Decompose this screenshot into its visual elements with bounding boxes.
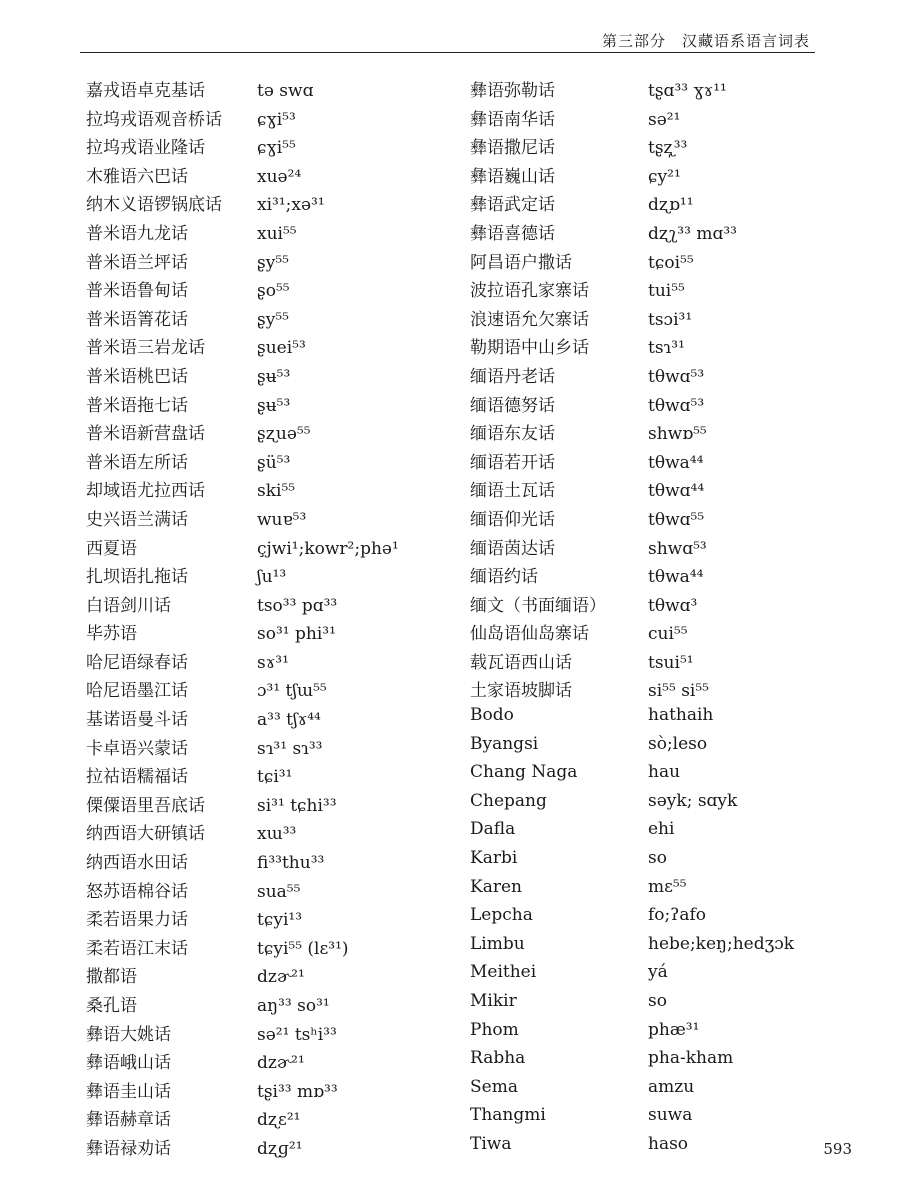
language-name: 嘉戎语卓克基话: [86, 81, 205, 101]
entry-row: [470, 791, 830, 820]
entry-row: [470, 1105, 830, 1134]
word-form: tsɿ³¹: [648, 338, 685, 359]
word-form: tθwɑ⁵³: [648, 366, 705, 387]
entry-row: [470, 562, 830, 591]
entry-row: [62, 591, 462, 620]
word-form: si⁵⁵ si⁵⁵: [648, 681, 709, 702]
entry-row: [62, 791, 462, 820]
language-name: Karen: [470, 876, 522, 897]
language-name: Chang Naga: [470, 762, 578, 783]
entry-row: [62, 676, 462, 705]
language-name: Thangmi: [470, 1105, 546, 1126]
word-form: a³³ tʃɤ⁴⁴: [257, 710, 321, 731]
word-form: so³¹ phi³¹: [257, 624, 336, 645]
word-form: mɛ⁵⁵: [648, 876, 687, 897]
language-name: 怒苏语棉谷话: [86, 881, 188, 902]
language-name: 柔若语江末话: [86, 938, 188, 959]
word-form: pha-kham: [648, 1048, 734, 1069]
entry-row: [470, 705, 830, 734]
word-form: tθwɑ⁵³: [648, 395, 705, 416]
language-name: 彝语禄劝话: [86, 1138, 171, 1159]
word-form: tɕyi¹³: [257, 910, 303, 931]
language-name: 缅语东友话: [470, 424, 555, 445]
language-name: 普米语桃巴话: [86, 366, 188, 387]
word-form: ɔ³¹ tʃɯ⁵⁵: [257, 681, 327, 702]
word-form: wuɐ⁵³: [257, 509, 307, 530]
language-name: 纳木义语锣锅底话: [86, 195, 222, 216]
entry-row: [62, 991, 462, 1020]
entry-row: [62, 705, 462, 734]
word-form: ʂʉ⁵³: [257, 395, 291, 416]
entry-row: [470, 276, 830, 305]
entry-row: [470, 877, 830, 906]
language-name: Phom: [470, 1019, 519, 1040]
language-name: 缅文（书面缅语）: [470, 595, 606, 616]
entry-row: [470, 105, 830, 134]
language-name: 撒都语: [86, 967, 137, 988]
language-name: 彝语武定话: [470, 195, 555, 216]
language-name: Tiwa: [470, 1133, 512, 1154]
word-form: suwa: [648, 1105, 693, 1126]
entry-row: [470, 305, 830, 334]
word-form: haso: [648, 1133, 689, 1154]
word-form: dzɚ²¹: [257, 1053, 305, 1074]
entry-row: [470, 934, 830, 963]
language-name: 纳西语水田话: [86, 853, 188, 874]
word-form: ʂy⁵⁵: [257, 309, 289, 330]
entry-row: [62, 219, 462, 248]
header-rule: [80, 52, 815, 53]
entry-row: [62, 505, 462, 534]
word-form: dzɚ²¹: [257, 967, 305, 988]
entry-row: [470, 391, 830, 420]
language-name: 普米语九龙话: [86, 223, 188, 244]
word-form: tsui⁵¹: [648, 652, 694, 673]
language-name: 缅语土瓦话: [470, 481, 555, 502]
word-form: ʂü⁵³: [257, 452, 291, 473]
word-form: sɿ³¹ sɿ³³: [257, 738, 323, 759]
entry-row: [470, 362, 830, 391]
entry-row: [470, 248, 830, 277]
entry-row: [62, 819, 462, 848]
word-form: tʂɑ³³ ɣɤ¹¹: [648, 81, 727, 101]
language-name: 桑孔语: [86, 996, 137, 1016]
language-name: 纳西语大研镇话: [86, 824, 205, 845]
language-name: 阿昌语户撒话: [470, 252, 572, 273]
language-name: 拉坞戎语业隆话: [86, 138, 205, 159]
entry-row: [62, 734, 462, 763]
entry-row: [470, 676, 830, 705]
entry-row: [470, 190, 830, 219]
entry-row: [62, 648, 462, 677]
word-form: tɕyi⁵⁵ (lɛ³¹): [257, 938, 349, 959]
word-form: dʐɒ¹¹: [648, 195, 694, 216]
entry-row: [470, 219, 830, 248]
language-name: 缅语仰光话: [470, 509, 555, 530]
language-name: 缅语若开话: [470, 452, 555, 473]
language-name: 土家语坡脚话: [470, 681, 572, 702]
language-name: 彝语撒尼话: [470, 138, 555, 159]
language-name: 白语剑川话: [86, 595, 171, 616]
entry-row: [62, 1134, 462, 1163]
entry-row: [62, 534, 462, 563]
entry-row: [470, 448, 830, 477]
word-form: phæ³¹: [648, 1019, 700, 1040]
running-header: 第三部分 汉藏语系语言词表: [601, 32, 810, 50]
word-form: fo;ʔafo: [648, 905, 707, 926]
language-name: Karbi: [470, 848, 518, 869]
entry-row: [62, 362, 462, 391]
entry-row: [470, 905, 830, 934]
entry-row: [62, 905, 462, 934]
word-form: ehi: [648, 819, 675, 840]
language-name: 拉坞戎语观音桥话: [86, 109, 222, 130]
language-name: 哈尼语墨江话: [86, 681, 188, 702]
entry-row: [470, 591, 830, 620]
language-name: 西夏语: [86, 538, 137, 559]
language-name: 普米语左所话: [86, 452, 188, 473]
word-form: yá: [648, 962, 668, 983]
language-name: Dafla: [470, 819, 516, 840]
entry-row: [470, 534, 830, 563]
word-form: ʂʉ⁵³: [257, 366, 291, 387]
language-name: 普米语拖七话: [86, 395, 188, 416]
entry-row: [470, 619, 830, 648]
language-name: 彝语峨山话: [86, 1053, 171, 1074]
word-form: dʐɛ²¹: [257, 1110, 301, 1131]
word-form: tθwɑ³: [648, 595, 698, 616]
entry-row: [62, 1020, 462, 1049]
entry-row: [470, 419, 830, 448]
word-form: ɕɣi⁵³: [257, 109, 296, 130]
word-form: çjwi¹;kowr²;phə¹: [257, 538, 399, 559]
entry-row: [470, 76, 830, 105]
entry-row: [470, 819, 830, 848]
entry-row: [470, 962, 830, 991]
word-form: tɕi³¹: [257, 767, 293, 788]
word-form: shwɒ⁵⁵: [648, 424, 707, 445]
word-form: aŋ³³ so³¹: [257, 996, 330, 1016]
language-name: 彝语圭山话: [86, 1081, 171, 1102]
word-form: ʂuei⁵³: [257, 338, 306, 359]
language-name: 基诺语曼斗话: [86, 710, 188, 731]
language-name: 普米语鲁甸话: [86, 281, 188, 302]
entry-row: [470, 505, 830, 534]
word-form: ʃu¹³: [257, 567, 287, 588]
language-name: 缅语约话: [470, 567, 538, 588]
entry-row: [62, 1105, 462, 1134]
language-name: 浪速语允欠寨话: [470, 309, 589, 330]
page-number: 593: [823, 1140, 852, 1158]
language-name: 仙岛语仙岛寨话: [470, 624, 589, 645]
word-form: xui⁵⁵: [257, 223, 297, 244]
language-name: 缅语德努话: [470, 395, 555, 416]
word-form: shwɑ⁵³: [648, 538, 707, 559]
language-name: 普米语箐花话: [86, 309, 188, 330]
entry-row: [62, 305, 462, 334]
entry-row: [62, 105, 462, 134]
entry-row: [470, 476, 830, 505]
language-name: 载瓦语西山话: [470, 652, 572, 673]
entry-row: [62, 133, 462, 162]
language-name: 彝语喜德话: [470, 223, 555, 244]
word-form: sua⁵⁵: [257, 881, 301, 902]
word-form: sò;leso: [648, 733, 708, 754]
word-form: tʂʐ̩³³: [648, 138, 688, 159]
language-name: 缅语茵达话: [470, 538, 555, 559]
word-form: tθwa⁴⁴: [648, 567, 704, 588]
language-name: Mikir: [470, 991, 517, 1011]
entry-row: [62, 1048, 462, 1077]
entry-row: [62, 190, 462, 219]
language-name: 普米语三岩龙话: [86, 338, 205, 359]
language-name: Limbu: [470, 933, 525, 954]
language-name: Meithei: [470, 962, 537, 983]
word-form: tθwɑ⁵⁵: [648, 509, 705, 530]
word-form: tθwɑ⁴⁴: [648, 481, 705, 502]
language-name: 史兴语兰满话: [86, 509, 188, 530]
language-name: 彝语大姚话: [86, 1024, 171, 1045]
entry-row: [470, 1020, 830, 1049]
language-name: 柔若语果力话: [86, 910, 188, 931]
word-form: tui⁵⁵: [648, 281, 685, 302]
word-form: hebe;keŋ;hedʒɔk: [648, 933, 795, 954]
word-form: hau: [648, 762, 681, 783]
entry-row: [62, 619, 462, 648]
entry-row: [62, 476, 462, 505]
word-form: ɕɣi⁵⁵: [257, 138, 296, 159]
language-name: 缅语丹老话: [470, 366, 555, 387]
word-form: so: [648, 848, 667, 869]
word-form: xi³¹;xə³¹: [257, 195, 325, 216]
word-form: sə²¹: [648, 109, 681, 130]
word-form: xuə²⁴: [257, 166, 302, 187]
word-form: ski⁵⁵: [257, 481, 296, 502]
language-name: 扎坝语扎拖话: [86, 567, 188, 588]
entry-row: [62, 162, 462, 191]
entry-row: [62, 391, 462, 420]
left-column: [62, 76, 462, 1163]
language-name: Bodo: [470, 705, 514, 726]
word-form: tso³³ pɑ³³: [257, 595, 338, 616]
word-form: dʐʅ³³ mɑ³³: [648, 223, 737, 244]
right-column: [470, 76, 830, 1163]
entry-row: [470, 333, 830, 362]
language-name: Chepang: [470, 790, 547, 811]
language-name: 却域语尤拉西话: [86, 481, 205, 502]
word-form: cui⁵⁵: [648, 624, 688, 645]
word-form: fi³³thu³³: [257, 853, 325, 874]
word-form: səyk; sɑyk: [648, 790, 738, 811]
entry-row: [470, 991, 830, 1020]
language-name: 彝语南华话: [470, 109, 555, 130]
language-name: 彝语赫章话: [86, 1110, 171, 1131]
word-form: tθwa⁴⁴: [648, 452, 704, 473]
entry-row: [470, 1134, 830, 1163]
entry-row: [62, 419, 462, 448]
entry-row: [470, 648, 830, 677]
language-name: 木雅语六巴话: [86, 166, 188, 187]
entry-row: [470, 734, 830, 763]
entry-row: [62, 848, 462, 877]
word-form: amzu: [648, 1076, 695, 1097]
language-name: 勒期语中山乡话: [470, 338, 589, 359]
word-form: hathaih: [648, 705, 714, 726]
entry-row: [62, 248, 462, 277]
language-name: 毕苏语: [86, 624, 137, 645]
entry-row: [62, 76, 462, 105]
entry-row: [62, 276, 462, 305]
language-name: Byangsi: [470, 733, 539, 754]
word-form: tə swɑ: [257, 81, 314, 101]
entry-row: [470, 162, 830, 191]
language-name: Rabha: [470, 1048, 526, 1069]
word-form: dʐɡ²¹: [257, 1138, 303, 1159]
entry-row: [470, 762, 830, 791]
word-form: tʂi³³ mɒ³³: [257, 1081, 338, 1102]
entry-row: [62, 962, 462, 991]
word-form: ʂʐuə⁵⁵: [257, 424, 311, 445]
word-form: tsɔi³¹: [648, 309, 693, 330]
word-form: sɤ³¹: [257, 652, 289, 673]
language-name: 卡卓语兴蒙话: [86, 738, 188, 759]
language-name: 哈尼语绿春话: [86, 652, 188, 673]
language-name: 普米语新营盘话: [86, 424, 205, 445]
entry-row: [470, 133, 830, 162]
entry-row: [62, 448, 462, 477]
entry-row: [470, 848, 830, 877]
language-name: 傈僳语里吾底话: [86, 795, 205, 816]
language-name: Sema: [470, 1076, 518, 1097]
entry-row: [62, 762, 462, 791]
entry-row: [62, 1077, 462, 1106]
word-form: xɯ³³: [257, 824, 297, 845]
word-form: si³¹ tɕhi³³: [257, 795, 337, 816]
word-form: ʂo⁵⁵: [257, 281, 290, 302]
entry-row: [62, 877, 462, 906]
entry-row: [470, 1077, 830, 1106]
entry-row: [62, 333, 462, 362]
language-name: 彝语弥勒话: [470, 81, 555, 101]
entry-row: [62, 934, 462, 963]
word-form: ʂy⁵⁵: [257, 252, 289, 273]
language-name: 彝语巍山话: [470, 166, 555, 187]
word-form: sə²¹ tsʰi³³: [257, 1024, 337, 1045]
entry-row: [62, 562, 462, 591]
word-form: so: [648, 991, 667, 1011]
language-name: 普米语兰坪话: [86, 252, 188, 273]
word-form: ɕy²¹: [648, 166, 681, 187]
language-name: Lepcha: [470, 905, 533, 926]
language-name: 拉祜语糯福话: [86, 767, 188, 788]
language-name: 波拉语孔家寨话: [470, 281, 589, 302]
entry-row: [470, 1048, 830, 1077]
word-form: tɕoi⁵⁵: [648, 252, 694, 273]
